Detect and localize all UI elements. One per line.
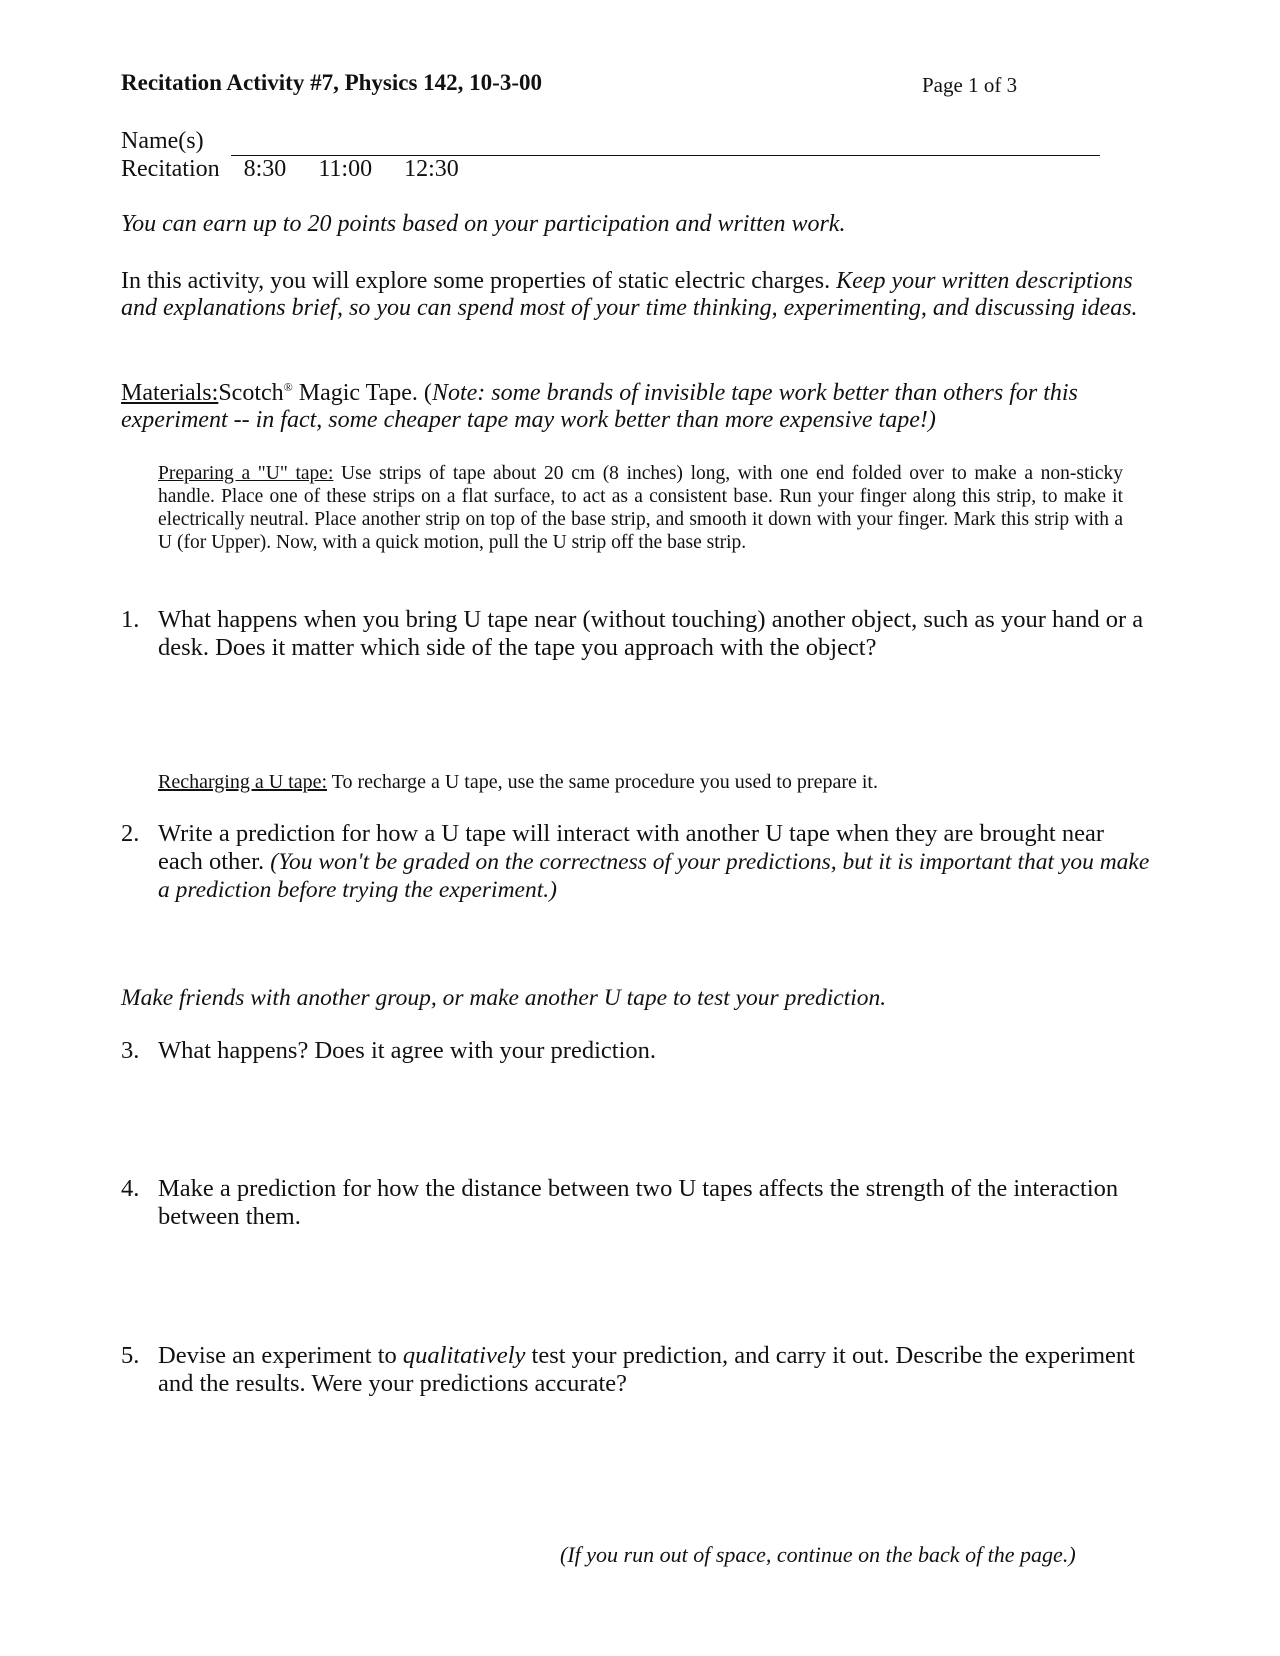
footer-note: (If you run out of space, continue on the back of the page.) <box>560 1542 1076 1567</box>
question-text-italic: (You won't be graded on the correctness of your predictions, but it is important that you make a prediction before trying the experiment.) <box>158 849 1150 903</box>
question-number: 4. <box>121 1175 140 1202</box>
question-number: 3. <box>121 1037 140 1064</box>
preparing-label: Preparing a "U" tape: <box>158 463 334 484</box>
recharging-instructions <box>158 771 1123 794</box>
question-text <box>158 1342 1151 1398</box>
preparing-instructions <box>158 462 1123 554</box>
question-text <box>158 820 1151 904</box>
intro-paragraph <box>121 268 1151 322</box>
question-2 <box>121 820 1151 904</box>
materials-paragraph <box>121 380 1151 434</box>
question-number: 2. <box>121 820 140 847</box>
intro-italic-text: Keep your written descriptions and explanations brief, so you can spend most of your time thinking, experimenting, and discussing ideas. <box>121 268 1138 321</box>
page-title: Recitation Activity #7, Physics 142, 10-3-00 <box>121 70 542 95</box>
question-text: What happens? Does it agree with your prediction. <box>158 1037 657 1064</box>
recitation-time-option[interactable]: 11:00 <box>318 156 373 182</box>
materials-label: Materials: <box>121 380 219 406</box>
question-number: 1. <box>121 606 140 633</box>
recitation-label: Recitation <box>121 156 220 182</box>
question-text-pre: Devise an experiment to <box>158 1342 403 1369</box>
recharging-label: Recharging a U tape: <box>158 771 328 793</box>
question-1 <box>121 606 1151 662</box>
question-text-post: test your prediction, and carry it out. Describe the experiment and the results. Were your predictions accurate? <box>158 1342 1135 1397</box>
intro-text: In this activity, you will explore some properties of static electric charges. <box>121 268 837 294</box>
preparing-text: Use strips of tape about 20 cm (8 inches) long, with one end folded over to make a non-sticky handle. Place one of these strips on a flat surface, to act as a consistent base. Run your finger along this strip, to make it electrically neutral. Place another strip on top of the base strip, and smooth it down with your finger. Mark this strip with a U (for Upper). Now, with a quick motion, pull the U strip off the base strip. <box>158 463 1123 553</box>
recitation-row <box>121 156 459 183</box>
name-label: Name(s) <box>121 128 204 154</box>
page-number: Page 1 of 3 <box>922 73 1018 97</box>
question-3 <box>121 1037 1151 1065</box>
question-text: Make a prediction for how the distance between two U tapes affects the strength of the interaction between them. <box>158 1175 1119 1230</box>
recharging-text: To recharge a U tape, use the same procedure you used to prepare it. <box>327 771 878 793</box>
question-text: What happens when you bring U tape near (without touching) another object, such as your hand or a desk. Does it matter which side of the tape you approach with the object? <box>158 606 1144 661</box>
question-4 <box>121 1175 1151 1231</box>
recitation-time-option[interactable]: 12:30 <box>404 156 459 182</box>
question-number: 5. <box>121 1342 140 1369</box>
materials-note: Note: some brands of invisible tape work better than others for this experiment -- in fact, some cheaper tape may work better than more expensive tape!) <box>121 380 1078 433</box>
question-text-normal: Write a prediction for how a U tape will interact with another U tape when they are brought near each other. <box>158 820 1104 875</box>
materials-brand: Scotch <box>218 380 284 406</box>
materials-product: Magic Tape. ( <box>292 380 432 406</box>
question-5 <box>121 1342 1151 1398</box>
friends-note: Make friends with another group, or make another U tape to test your prediction. <box>121 985 887 1011</box>
question-text-italic: qualitatively <box>402 1342 526 1369</box>
recitation-time-option[interactable]: 8:30 <box>243 156 287 182</box>
points-note: You can earn up to 20 points based on your participation and written work. <box>121 211 846 237</box>
registered-mark: ® <box>283 380 293 394</box>
